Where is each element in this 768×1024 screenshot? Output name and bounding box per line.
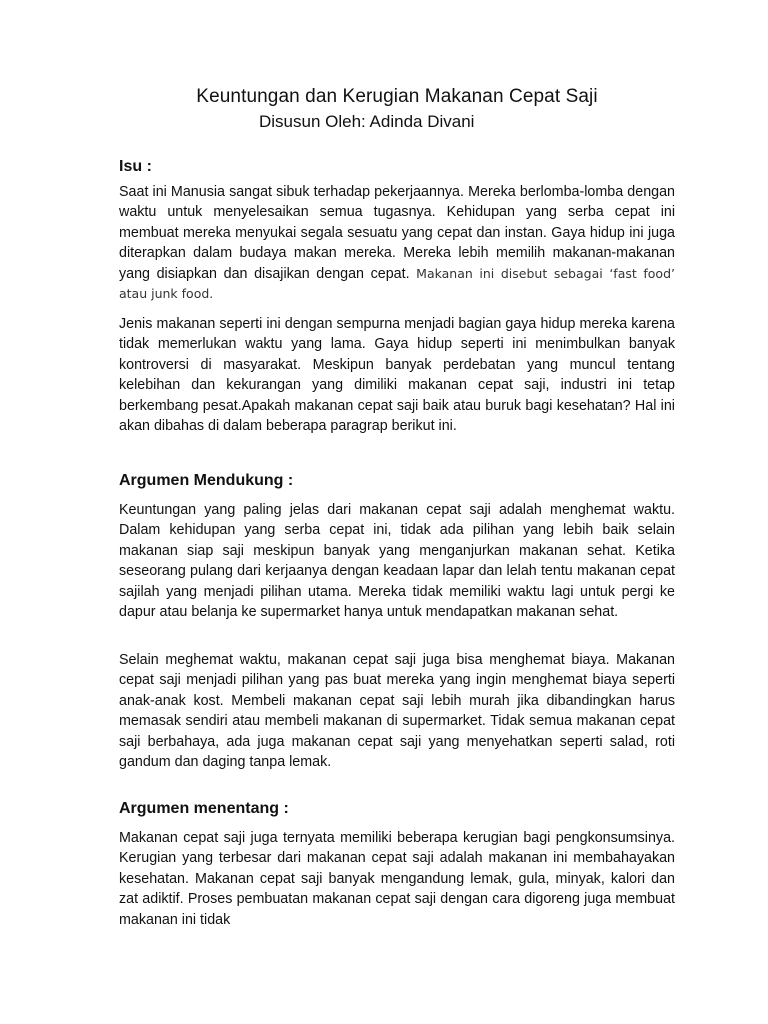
support-heading: Argumen Mendukung : [119,472,294,489]
issue-paragraph-1-note: Makanan ini disebut sebagai ‘fast food’ atau junk food. [119,265,675,302]
support-paragraph-2: Selain meghemat waktu, makanan cepat saji juga bisa menghemat biaya. Makanan cepat saji menjadi pilihan yang pas buat mereka yang ingin menghemat biaya seperti anak-anak kost. Membeli makanan cepat saji lebih murah jika dibandingkan harus memasak sendiri atau membeli makanan di supermarket. Tidak semua makanan cepat saji berbahaya, ada juga makanan cepat saji yang menyehatkan seperti salad, roti gandum dan daging tanpa lemak. [119,652,675,771]
issue-paragraph-1-main: Saat ini Manusia sangat sibuk terhadap pekerjaannya. Mereka berlomba-lomba dengan waktu untuk menyelesaikan semua tugasnya. Kehidupan yang serba cepat ini membuat mereka menyukai segala sesuatu yang cepat dan instan. Gaya hidup ini juga diterapkan dalam budaya makan mereka. Mereka lebih memilih makanan-makanan yang disiapkan dan disajikan dengan cepat. [119,184,675,282]
issue-heading: Isu : [119,158,152,175]
issue-paragraph-2: Jenis makanan seperti ini dengan sempurna menjadi bagian gaya hidup mereka karena tidak memerlukan waktu yang lama. Gaya hidup seperti ini menimbulkan banyak kontroversi di masyarakat. Meskipun banyak perdebatan yang muncul tentang kelebihan dan kekurangan yang dimiliki makanan cepat saji, industri ini tetap berkembang pesat.Apakah makanan cepat saji baik atau buruk bagi kesehatan? Hal ini akan dibahas di dalam beberapa paragrap berikut ini. [119,316,675,435]
against-paragraph-1: Makanan cepat saji juga ternyata memiliki beberapa kerugian bagi pengkonsumsinya. Kerugian yang terbesar dari makanan cepat saji adalah makanan ini membahayakan kesehatan. Makanan cepat saji banyak mengandung lemak, gula, minyak, kalori dan zat adiktif. Proses pembuatan makanan cepat saji dengan cara digoreng juga membuat makanan ini tidak [119,830,675,928]
issue-paragraph-1 [119,182,675,304]
document-author: Disusun Oleh: Adinda Divani [259,112,475,131]
document-title: Keuntungan dan Kerugian Makanan Cepat Saji [196,86,598,107]
against-heading: Argumen menentang : [119,800,289,817]
support-paragraph-1: Keuntungan yang paling jelas dari makanan cepat saji adalah menghemat waktu. Dalam kehidupan yang serba cepat ini, tidak ada pilihan yang lebih baik selain makanan siap saji meskipun banyak yang menganjurkan makanan sehat. Ketika seseorang pulang dari kerjaanya dengan keadaan lapar dan lelah tentu makanan cepat sajilah yang menjadi pilihan utama. Mereka tidak memiliki waktu lagi untuk pergi ke dapur atau belanja ke supermarket hanya untuk mendapatkan makanan sehat. [119,502,675,621]
